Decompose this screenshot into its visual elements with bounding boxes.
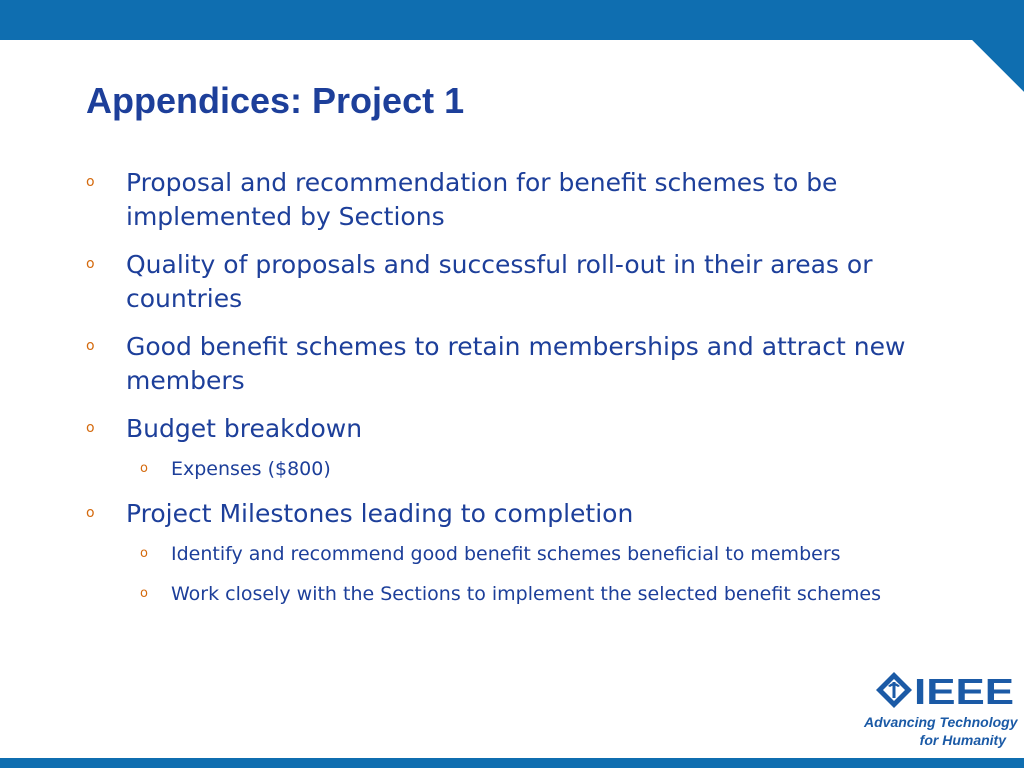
bullet-item: [86, 166, 956, 234]
bullet-list: [86, 166, 956, 622]
sub-bullet-item: [126, 541, 956, 568]
bullet-text: Quality of proposals and successful roll-out in their areas or countries: [126, 250, 873, 313]
bullet-text: Project Milestones leading to completion: [126, 499, 634, 528]
bottom-banner: [0, 758, 1024, 768]
ieee-diamond-icon: [876, 672, 912, 708]
bullet-item: [86, 412, 956, 483]
ieee-logo: [864, 670, 1018, 748]
logo-tagline-line2: for Humanity: [919, 732, 1006, 748]
sub-bullet-marker-icon: o: [140, 586, 148, 601]
bullet-item: [86, 330, 956, 398]
bullet-text: Good benefit schemes to retain memberships and attract new members: [126, 332, 906, 395]
bullet-marker-icon: o: [86, 338, 95, 354]
bullet-item: [86, 497, 956, 608]
ieee-logo-mark: [874, 670, 1016, 710]
ieee-wordmark: IEEE: [914, 671, 1014, 710]
bullet-marker-icon: o: [86, 256, 95, 272]
sub-bullet-list: [126, 541, 956, 608]
sub-bullet-list: [126, 456, 956, 483]
sub-bullet-marker-icon: o: [140, 546, 148, 561]
bullet-text: Proposal and recommendation for benefit schemes to be implemented by Sections: [126, 168, 838, 231]
bullet-marker-icon: o: [86, 505, 95, 521]
sub-bullet-text: Work closely with the Sections to implement the selected benefit schemes: [171, 583, 881, 605]
sub-bullet-text: Identify and recommend good benefit schemes beneficial to members: [171, 543, 841, 565]
bullet-item: [86, 248, 956, 316]
sub-bullet-text: Expenses ($800): [171, 458, 331, 480]
bullet-text: Budget breakdown: [126, 414, 363, 443]
sub-bullet-item: [126, 581, 956, 608]
sub-bullet-item: [126, 456, 956, 483]
bullet-marker-icon: o: [86, 420, 95, 436]
logo-tagline-line1: Advancing Technology: [864, 714, 1018, 730]
slide-title: Appendices: Project 1: [86, 80, 465, 121]
sub-bullet-marker-icon: o: [140, 461, 148, 476]
bullet-marker-icon: o: [86, 174, 95, 190]
